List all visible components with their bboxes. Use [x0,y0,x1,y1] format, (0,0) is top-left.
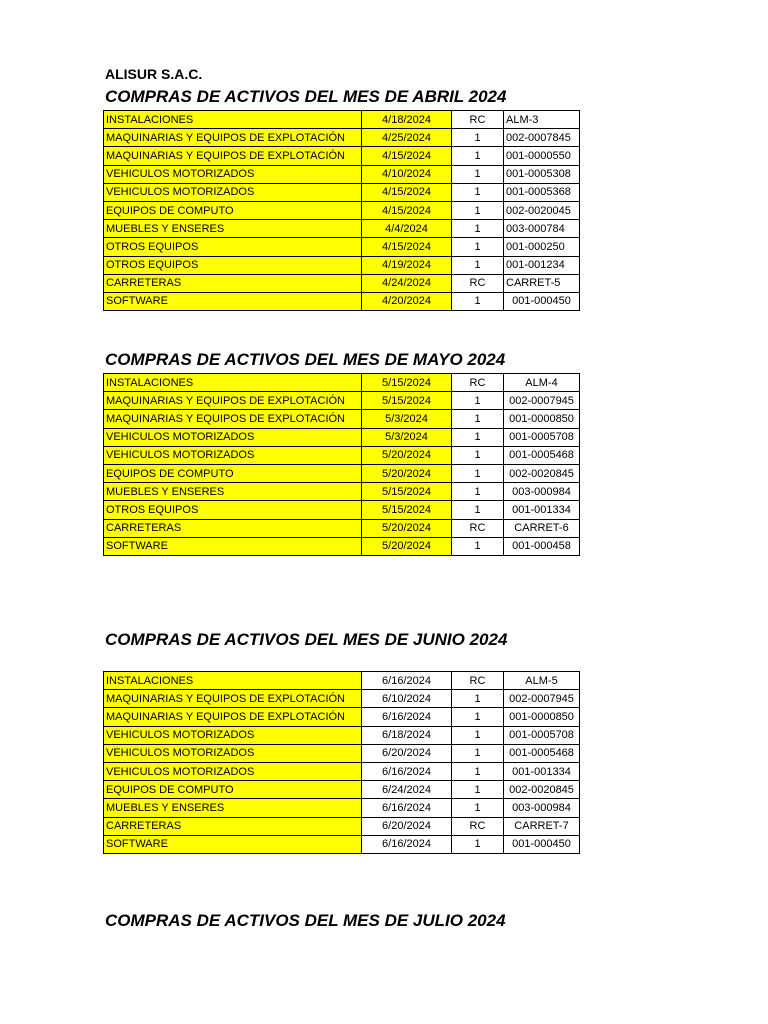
purchase-date-cell: 6/10/2024 [362,690,452,708]
purchase-date-cell: 4/15/2024 [362,147,452,165]
quantity-cell: 1 [452,292,504,310]
asset-category-cell: VEHICULOS MOTORIZADOS [104,428,362,446]
purchase-date-cell: 6/20/2024 [362,744,452,762]
assets-table-abril [103,110,580,311]
assets-table-mayo [103,373,580,556]
section-title-mayo: COMPRAS DE ACTIVOS DEL MES DE MAYO 2024 [105,350,506,369]
table-row [104,428,580,446]
purchase-date-cell: 4/15/2024 [362,238,452,256]
asset-category-cell: MAQUINARIAS Y EQUIPOS DE EXPLOTACIÓN [104,410,362,428]
table-row [104,201,580,219]
table-row [104,781,580,799]
asset-category-cell: VEHICULOS MOTORIZADOS [104,183,362,201]
purchase-date-cell: 6/16/2024 [362,835,452,853]
document-number-cell: 001-0005468 [504,446,580,464]
document-number-cell: 001-0000550 [504,147,580,165]
quantity-cell: 1 [452,428,504,446]
document-number-cell: 001-001234 [504,256,580,274]
purchase-date-cell: 5/15/2024 [362,392,452,410]
document-number-cell: 001-001334 [504,501,580,519]
document-number-cell: ALM-5 [504,672,580,690]
table-row [104,519,580,537]
document-number-cell: 003-000784 [504,220,580,238]
quantity-cell: 1 [452,129,504,147]
table-row [104,799,580,817]
purchase-date-cell: 6/16/2024 [362,799,452,817]
table-row [104,483,580,501]
purchase-date-cell: 5/20/2024 [362,519,452,537]
section-title-julio: COMPRAS DE ACTIVOS DEL MES DE JULIO 2024 [105,911,506,930]
quantity-cell: 1 [452,183,504,201]
table-row [104,708,580,726]
asset-category-cell: MAQUINARIAS Y EQUIPOS DE EXPLOTACIÓN [104,392,362,410]
asset-category-cell: EQUIPOS DE COMPUTO [104,781,362,799]
quantity-cell: RC [452,274,504,292]
document-number-cell: 001-0005368 [504,183,580,201]
asset-category-cell: MAQUINARIAS Y EQUIPOS DE EXPLOTACIÓN [104,147,362,165]
quantity-cell: 1 [452,744,504,762]
document-number-cell: 001-0005468 [504,744,580,762]
purchase-date-cell: 6/16/2024 [362,762,452,780]
asset-category-cell: OTROS EQUIPOS [104,256,362,274]
quantity-cell: 1 [452,220,504,238]
quantity-cell: 1 [452,238,504,256]
document-number-cell: CARRET-5 [504,274,580,292]
table-row [104,410,580,428]
asset-category-cell: VEHICULOS MOTORIZADOS [104,726,362,744]
document-number-cell: ALM-4 [504,374,580,392]
asset-category-cell: VEHICULOS MOTORIZADOS [104,762,362,780]
document-number-cell: CARRET-6 [504,519,580,537]
document-number-cell: 001-0000850 [504,708,580,726]
asset-category-cell: OTROS EQUIPOS [104,501,362,519]
asset-category-cell: SOFTWARE [104,835,362,853]
assets-table-junio [103,671,580,854]
purchase-date-cell: 4/20/2024 [362,292,452,310]
purchase-date-cell: 5/20/2024 [362,464,452,482]
document-number-cell: CARRET-7 [504,817,580,835]
quantity-cell: 1 [452,446,504,464]
document-number-cell: 001-0000850 [504,410,580,428]
quantity-cell: 1 [452,799,504,817]
quantity-cell: RC [452,111,504,129]
quantity-cell: 1 [452,201,504,219]
table-row [104,392,580,410]
company-name: ALISUR S.A.C. [105,66,203,82]
purchase-date-cell: 4/24/2024 [362,274,452,292]
document-number-cell: 001-000250 [504,238,580,256]
asset-category-cell: MAQUINARIAS Y EQUIPOS DE EXPLOTACIÓN [104,690,362,708]
document-number-cell: 002-0020845 [504,781,580,799]
table-row [104,220,580,238]
quantity-cell: RC [452,672,504,690]
document-number-cell: 003-000984 [504,799,580,817]
asset-category-cell: CARRETERAS [104,274,362,292]
quantity-cell: 1 [452,835,504,853]
table-row [104,446,580,464]
purchase-date-cell: 5/15/2024 [362,374,452,392]
document-number-cell: ALM-3 [504,111,580,129]
document-number-cell: 001-0005708 [504,428,580,446]
table-row [104,672,580,690]
asset-category-cell: INSTALACIONES [104,672,362,690]
purchase-date-cell: 5/3/2024 [362,410,452,428]
table-row [104,129,580,147]
quantity-cell: 1 [452,537,504,555]
asset-category-cell: EQUIPOS DE COMPUTO [104,201,362,219]
document-number-cell: 001-000450 [504,292,580,310]
quantity-cell: 1 [452,464,504,482]
quantity-cell: 1 [452,708,504,726]
asset-category-cell: MAQUINARIAS Y EQUIPOS DE EXPLOTACIÓN [104,708,362,726]
asset-category-cell: OTROS EQUIPOS [104,238,362,256]
quantity-cell: RC [452,817,504,835]
document-number-cell: 001-0005708 [504,726,580,744]
asset-category-cell: CARRETERAS [104,519,362,537]
table-row [104,256,580,274]
purchase-date-cell: 5/20/2024 [362,537,452,555]
purchase-date-cell: 6/18/2024 [362,726,452,744]
asset-category-cell: CARRETERAS [104,817,362,835]
quantity-cell: 1 [452,256,504,274]
document-number-cell: 002-0007945 [504,690,580,708]
quantity-cell: 1 [452,392,504,410]
table-row [104,292,580,310]
purchase-date-cell: 4/15/2024 [362,201,452,219]
purchase-date-cell: 5/15/2024 [362,501,452,519]
purchase-date-cell: 4/15/2024 [362,183,452,201]
asset-category-cell: MUEBLES Y ENSERES [104,220,362,238]
quantity-cell: 1 [452,726,504,744]
asset-category-cell: MUEBLES Y ENSERES [104,483,362,501]
purchase-date-cell: 5/3/2024 [362,428,452,446]
purchase-date-cell: 4/18/2024 [362,111,452,129]
quantity-cell: 1 [452,762,504,780]
table-row [104,537,580,555]
quantity-cell: 1 [452,483,504,501]
table-row [104,147,580,165]
purchase-date-cell: 6/20/2024 [362,817,452,835]
purchase-date-cell: 6/24/2024 [362,781,452,799]
quantity-cell: RC [452,374,504,392]
quantity-cell: 1 [452,147,504,165]
asset-category-cell: VEHICULOS MOTORIZADOS [104,165,362,183]
purchase-date-cell: 5/20/2024 [362,446,452,464]
purchase-date-cell: 6/16/2024 [362,672,452,690]
asset-category-cell: EQUIPOS DE COMPUTO [104,464,362,482]
quantity-cell: 1 [452,165,504,183]
table-row [104,374,580,392]
purchase-date-cell: 4/10/2024 [362,165,452,183]
table-row [104,762,580,780]
document-number-cell: 001-000450 [504,835,580,853]
table-row [104,111,580,129]
purchase-date-cell: 4/4/2024 [362,220,452,238]
quantity-cell: 1 [452,690,504,708]
table-row [104,501,580,519]
document-number-cell: 002-0020845 [504,464,580,482]
purchase-date-cell: 4/25/2024 [362,129,452,147]
table-row [104,835,580,853]
table-row [104,183,580,201]
asset-category-cell: VEHICULOS MOTORIZADOS [104,744,362,762]
purchase-date-cell: 6/16/2024 [362,708,452,726]
table-row [104,817,580,835]
asset-category-cell: SOFTWARE [104,292,362,310]
document-number-cell: 001-001334 [504,762,580,780]
asset-category-cell: VEHICULOS MOTORIZADOS [104,446,362,464]
purchase-date-cell: 4/19/2024 [362,256,452,274]
table-row [104,726,580,744]
asset-category-cell: SOFTWARE [104,537,362,555]
table-row [104,165,580,183]
asset-category-cell: INSTALACIONES [104,111,362,129]
table-row [104,274,580,292]
document-number-cell: 002-0007945 [504,392,580,410]
table-row [104,690,580,708]
asset-category-cell: MAQUINARIAS Y EQUIPOS DE EXPLOTACIÓN [104,129,362,147]
table-row [104,238,580,256]
asset-category-cell: INSTALACIONES [104,374,362,392]
asset-category-cell: MUEBLES Y ENSERES [104,799,362,817]
purchase-date-cell: 5/15/2024 [362,483,452,501]
section-title-junio: COMPRAS DE ACTIVOS DEL MES DE JUNIO 2024 [105,630,508,649]
document-number-cell: 002-0020045 [504,201,580,219]
document-number-cell: 002-0007845 [504,129,580,147]
table-row [104,744,580,762]
section-title-abril: COMPRAS DE ACTIVOS DEL MES DE ABRIL 2024 [105,87,507,106]
document-number-cell: 001-000458 [504,537,580,555]
quantity-cell: 1 [452,781,504,799]
table-row [104,464,580,482]
document-number-cell: 003-000984 [504,483,580,501]
document-number-cell: 001-0005308 [504,165,580,183]
quantity-cell: RC [452,519,504,537]
quantity-cell: 1 [452,410,504,428]
quantity-cell: 1 [452,501,504,519]
